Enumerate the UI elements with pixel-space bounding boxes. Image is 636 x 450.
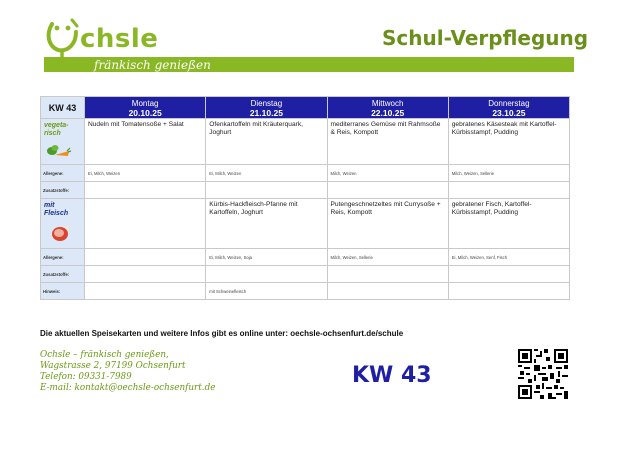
- dish-cell: gebratener Fisch, Kartoffel-Kürbisstampf, Pudding: [448, 199, 569, 249]
- allergens-value: Milch, Weizen: [327, 165, 448, 182]
- table-row-notes-meat: [41, 283, 570, 300]
- allergens-value: Ei, Milch, Weizen, Senf, Fisch: [448, 249, 569, 266]
- dish-cell: Putengeschnetzeltes mit Currysoße + Reis, Kompott: [327, 199, 448, 249]
- ham-icon: [51, 224, 71, 242]
- contact-block: [40, 350, 215, 394]
- notes-value: mit Schweinefleisch: [206, 283, 327, 300]
- day-header-thursday: [448, 97, 569, 119]
- allergens-label: Allergene:: [41, 165, 85, 182]
- allergens-value: [85, 249, 206, 266]
- notes-value: [327, 283, 448, 300]
- notes-value: [448, 283, 569, 300]
- category-label: mit: [44, 202, 55, 209]
- qr-code-icon: [518, 349, 568, 399]
- day-header-tuesday: [206, 97, 327, 119]
- additives-label: Zusatzstoffe:: [41, 182, 85, 199]
- day-header-wednesday: [327, 97, 448, 119]
- additives-label: Zusatzstoffe:: [41, 266, 85, 283]
- day-name: Montag: [131, 98, 159, 108]
- contact-email: E-mail: kontakt@oechsle-ochsenfurt.de: [40, 383, 216, 393]
- additives-value: [448, 266, 569, 283]
- day-name: Mittwoch: [371, 98, 404, 108]
- additives-value: [206, 182, 327, 199]
- menu-table: [40, 96, 570, 300]
- notes-value: [85, 283, 206, 300]
- contact-phone: Telefon: 09331-7989: [40, 372, 132, 382]
- logo-word: chsle: [80, 24, 159, 54]
- table-row-allergens-meat: [41, 249, 570, 266]
- day-date: 23.10.25: [492, 107, 526, 118]
- week-label: KW 43: [41, 97, 85, 119]
- allergens-value: Ei, Milch, Weizen, Soja: [206, 249, 327, 266]
- category-vegetarian: [41, 119, 85, 165]
- additives-value: [85, 266, 206, 283]
- day-header-monday: [85, 97, 206, 119]
- additives-value: [448, 182, 569, 199]
- category-label: Fleisch: [44, 210, 69, 217]
- table-row-additives-veg: [41, 182, 570, 199]
- day-date: 20.10.25: [128, 107, 162, 118]
- table-row-meat: [41, 199, 570, 249]
- day-date: 22.10.25: [371, 107, 405, 118]
- additives-value: [327, 266, 448, 283]
- table-row-allergens-veg: [41, 165, 570, 182]
- allergens-value: Ei, Milch, Weizen: [85, 165, 206, 182]
- page-title: Schul-Verpflegung: [382, 26, 589, 50]
- online-info-text: Die aktuellen Speisekarten und weitere Infos gibt es online unter: oechsle-ochsenfurt.de/schule: [40, 329, 404, 338]
- vegetables-icon: [45, 143, 71, 161]
- category-label: risch: [44, 130, 61, 137]
- day-name: Dienstag: [250, 98, 283, 108]
- day-name: Donnerstag: [488, 98, 530, 108]
- week-number-large: KW 43: [352, 363, 432, 388]
- category-meat: [41, 199, 85, 249]
- table-header-row: [41, 97, 570, 119]
- notes-label: Hinweis:: [41, 283, 85, 300]
- table-row-additives-meat: [41, 266, 570, 283]
- additives-value: [206, 266, 327, 283]
- dish-cell: mediterranes Gemüse mit Rahmsoße & Reis, Kompott: [327, 119, 448, 165]
- additives-value: [327, 182, 448, 199]
- contact-name: Ochsle – fränkisch genießen,: [40, 350, 169, 360]
- dish-cell: Ofenkartoffeln mit Kräuterquark, Joghurt: [206, 119, 327, 165]
- allergens-label: Allergene:: [41, 249, 85, 266]
- allergens-value: Milch, Weizen, Sellerie: [448, 165, 569, 182]
- dish-cell: gebratenes Käsesteak mit Kartoffel-Kürbisstampf, Pudding: [448, 119, 569, 165]
- day-date: 21.10.25: [249, 107, 283, 118]
- dish-cell: [85, 199, 206, 249]
- additives-value: [85, 182, 206, 199]
- table-row-vegetarian: [41, 119, 570, 165]
- dish-cell: Nudeln mit Tomatensoße + Salat: [85, 119, 206, 165]
- allergens-value: Milch, Weizen, Sellerie: [327, 249, 448, 266]
- category-label: vegeta-: [44, 122, 69, 129]
- dish-cell: Kürbis-Hackfleisch-Pfanne mit Kartoffeln, Joghurt: [206, 199, 327, 249]
- allergens-value: Ei, Milch, Weizen: [206, 165, 327, 182]
- contact-address: Wagstrasse 2, 97199 Ochsenfurt: [40, 361, 186, 371]
- logo-tagline: fränkisch genießen: [94, 58, 211, 72]
